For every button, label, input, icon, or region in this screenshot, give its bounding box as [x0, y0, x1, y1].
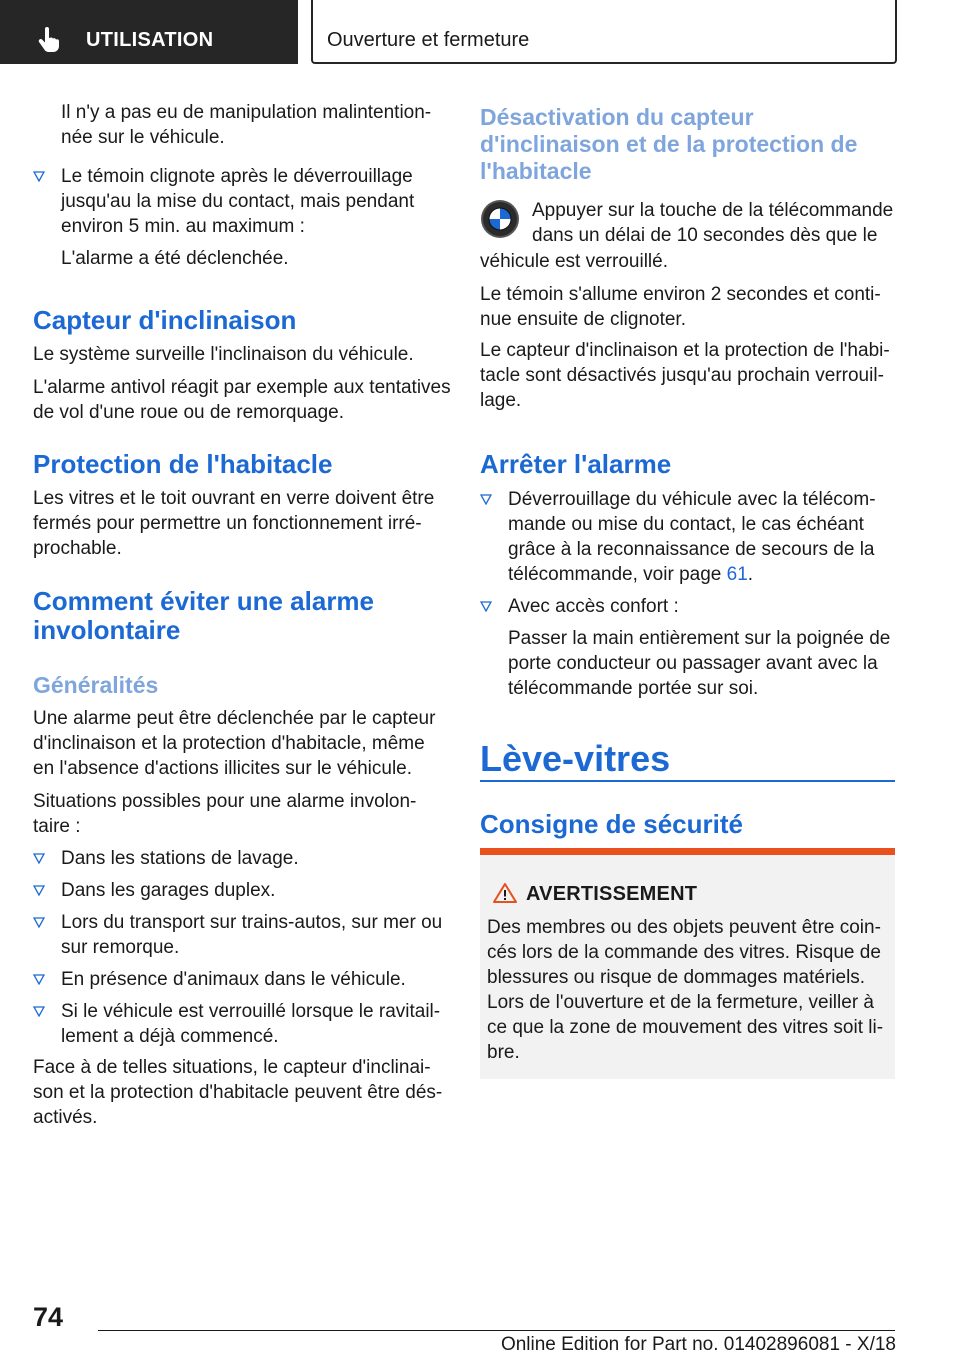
triangle-bullet-icon — [33, 973, 45, 985]
heading-protection: Protection de l'habitacle — [33, 449, 333, 479]
list-item: Le témoin clignote après le déverrouillage jusqu'au la mise du contact, mais pendant environ 5 min. au maximum : L'alarme a été déclenchée. — [33, 164, 476, 271]
heading-consigne: Consigne de sécurité — [480, 809, 743, 839]
triangle-bullet-icon — [33, 170, 45, 182]
heading-leve-vitres: Lève-vitres — [480, 738, 671, 779]
paragraph: Appuyer sur la touche de la télécommande dans un délai de 10 secondes dès que le — [532, 200, 894, 246]
page-number: 74 — [33, 1302, 64, 1332]
paragraph: Face à de telles situations, le capteur d'inclinai- son et la protection d'habitacle peuvent être dés- activés. — [33, 1057, 443, 1128]
paragraph: Les vitres et le toit ouvrant en verre doivent être fermés pour permettre un fonctionnement irré- prochable. — [33, 488, 435, 559]
list-item: Dans les stations de lavage. — [33, 846, 476, 871]
paragraph: Une alarme peut être déclenchée par le capteur d'inclinaison et la protection d'habitacle, même en l'absence d'actions illicites sur le véhicule. — [33, 708, 436, 779]
heading-generalites: Généralités — [33, 672, 159, 698]
chapter-title: Ouverture et fermeture — [327, 29, 530, 51]
header-section-tab — [0, 0, 298, 64]
heading-capteur: Capteur d'inclinaison — [33, 305, 297, 335]
triangle-bullet-icon — [480, 600, 492, 612]
paragraph: Le système surveille l'inclinaison du véhicule. — [33, 344, 414, 365]
warning-title: AVERTISSEMENT — [526, 883, 698, 905]
paragraph: L'alarme antivol réagit par exemple aux tentatives de vol d'une roue ou de remorquage. — [33, 377, 451, 423]
footer-rule — [98, 1330, 895, 1331]
paragraph: Situations possibles pour une alarme involon- taire : — [33, 791, 417, 837]
triangle-bullet-icon — [33, 1005, 45, 1017]
footer-edition: Online Edition for Part no. 01402896081 - X/18 — [500, 1334, 896, 1355]
triangle-bullet-icon — [33, 852, 45, 864]
warning-triangle-icon — [492, 882, 518, 904]
heading-comment-eviter: Comment éviter une alarme involontaire — [33, 586, 375, 645]
list-item: Lors du transport sur trains-autos, sur mer ou sur remorque. — [33, 910, 476, 960]
list-item: Avec accès confort : Passer la main entièrement sur la poignée de porte conducteur ou passager avant avec la télécommande portée sur soi. — [480, 594, 923, 701]
section-title: UTILISATION — [86, 29, 214, 51]
triangle-bullet-icon — [480, 493, 492, 505]
triangle-bullet-icon — [33, 916, 45, 928]
bmw-key-button-icon — [480, 199, 520, 239]
header-chapter-tab — [311, 0, 897, 64]
list-item: En présence d'animaux dans le véhicule. — [33, 967, 476, 992]
hand-pointer-icon — [38, 27, 60, 53]
paragraph: Le capteur d'inclinaison et la protection de l'habi- tacle sont désactivés jusqu'au prochain verrouil- lage. — [480, 340, 890, 411]
list-item: Déverrouillage du véhicule avec la télécom- mande ou mise du contact, le cas échéant grâce à la reconnaissance de secours de la télécommande, voir page 61. — [480, 487, 923, 587]
warning-body: Des membres ou des objets peuvent être coin- cés lors de la commande des vitres. Risque de blessures ou risque de dommages matériels. Lors de l'ouverture et de la fermeture, veiller à ce que la zone de mouvement des vitres soit li- bre. — [487, 917, 884, 1063]
paragraph: Le témoin s'allume environ 2 secondes et conti- nue ensuite de clignoter. — [480, 284, 881, 330]
warning-box — [480, 848, 895, 1079]
triangle-bullet-icon — [33, 884, 45, 896]
list-item: Dans les garages duplex. — [33, 878, 476, 903]
heading-rule — [480, 780, 895, 782]
page-link[interactable]: 61 — [726, 564, 748, 585]
heading-desactivation: Désactivation du capteur d'inclinaison et de la protection de l'habitacle — [480, 104, 858, 184]
list-item: Si le véhicule est verrouillé lorsque le ravitail- lement a déjà commencé. — [33, 999, 476, 1049]
heading-arreter: Arrêter l'alarme — [480, 449, 672, 479]
continued-text: Il n'y a pas eu de manipulation malintention- née sur le véhicule. — [61, 102, 432, 148]
